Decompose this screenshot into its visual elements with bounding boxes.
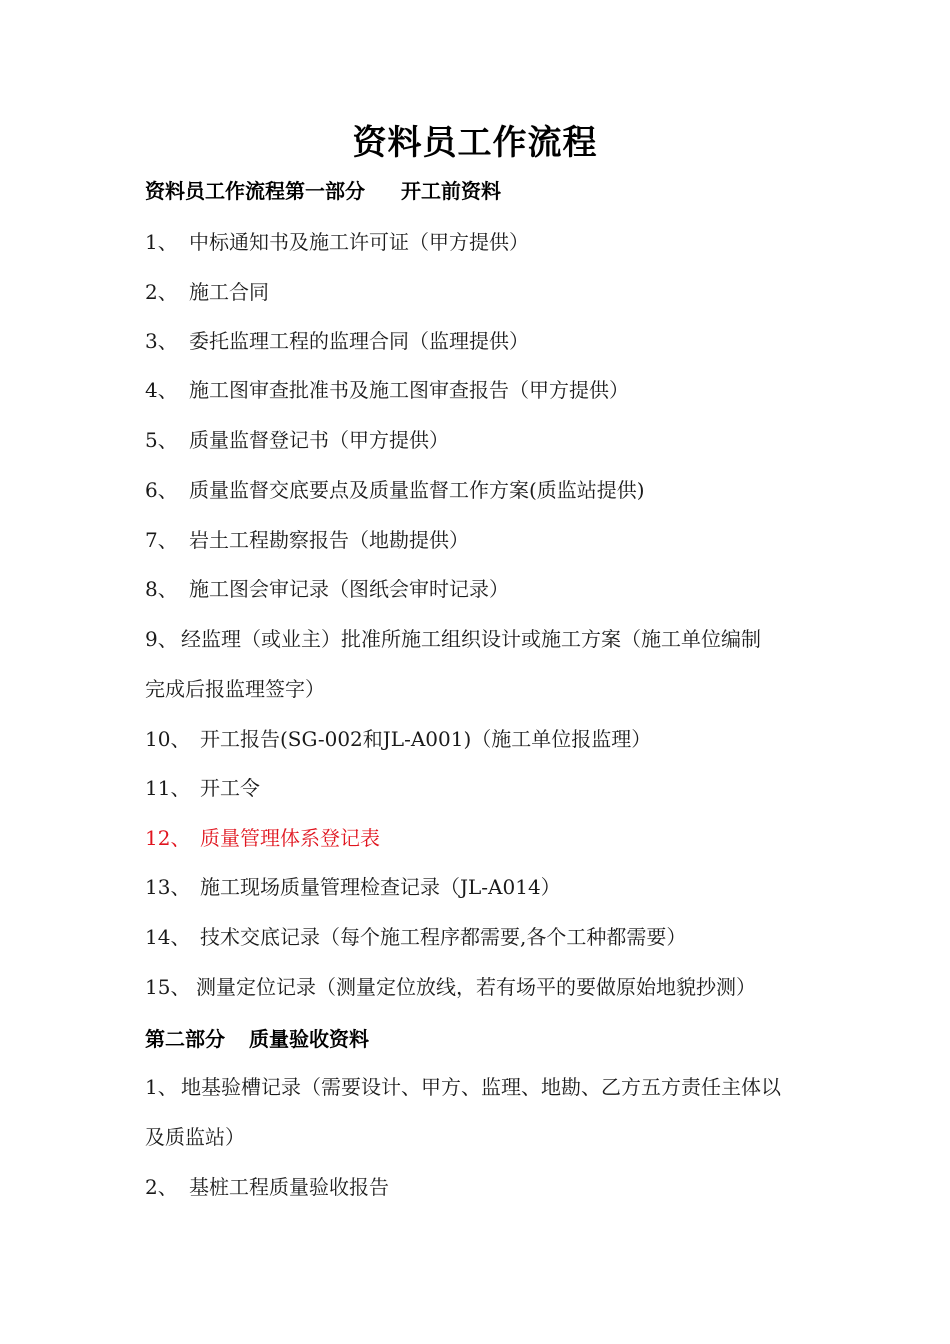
section-heading-part1-right: 开工前资料 <box>401 179 501 203</box>
item-text: 委托监理工程的监理合同（监理提供） <box>189 329 529 353</box>
item-number: 8、 <box>145 577 178 601</box>
item-number: 6、 <box>145 478 178 502</box>
list-item <box>145 1173 825 1201</box>
list-item <box>145 278 825 306</box>
item-number: 5、 <box>145 428 178 452</box>
item-text: 地基验槽记录（需要设计、甲方、监理、地勘、乙方五方责任主体以 <box>181 1075 781 1099</box>
item-text: 岩土工程勘察报告（地勘提供） <box>189 528 469 552</box>
section-heading-part2-right: 质量验收资料 <box>249 1027 369 1051</box>
list-item <box>145 923 825 951</box>
list-item <box>145 426 825 454</box>
list-item <box>145 376 825 404</box>
item-text: 技术交底记录（每个施工程序都需要,各个工种都需要） <box>200 925 687 949</box>
item-number: 14、 <box>145 925 191 949</box>
section-heading-part1 <box>145 177 825 205</box>
list-item <box>145 476 825 504</box>
list-item <box>145 973 825 1001</box>
list-item <box>145 526 825 554</box>
item-text: 基桩工程质量验收报告 <box>189 1175 389 1199</box>
item-text: 质量监督登记书（甲方提供） <box>189 428 449 452</box>
list-item <box>145 725 825 753</box>
item-number: 15、 <box>145 975 191 999</box>
list-item-continuation: 及质监站） <box>145 1125 245 1149</box>
document-title: 资料员工作流程 <box>352 123 598 163</box>
item-number: 2、 <box>145 1175 178 1199</box>
list-item <box>145 625 825 653</box>
list-item <box>145 873 825 901</box>
item-number: 11、 <box>145 776 191 800</box>
item-number: 10、 <box>145 727 191 751</box>
item-text: 施工图审查批准书及施工图审查报告（甲方提供） <box>189 378 629 402</box>
item-text: 施工现场质量管理检查记录（JL-A014） <box>200 875 561 899</box>
section-heading-part2 <box>145 1025 825 1053</box>
item-text: 施工合同 <box>189 280 269 304</box>
item-number: 1、 <box>145 230 178 254</box>
list-item <box>145 774 825 802</box>
section-heading-part1-left: 资料员工作流程第一部分 <box>145 179 365 203</box>
item-text: 质量监督交底要点及质量监督工作方案(质监站提供) <box>189 478 645 502</box>
item-number: 4、 <box>145 378 178 402</box>
item-number: 7、 <box>145 528 178 552</box>
item-text: 测量定位记录（测量定位放线，若有场平的要做原始地貌抄测） <box>196 975 756 999</box>
item-number: 1、 <box>145 1075 178 1099</box>
list-item-continuation: 完成后报监理签字） <box>145 677 325 701</box>
list-item <box>145 1073 825 1101</box>
list-item <box>145 327 825 355</box>
item-text: 质量管理体系登记表 <box>200 826 380 850</box>
list-item <box>145 228 825 256</box>
list-item <box>145 575 825 603</box>
item-text: 中标通知书及施工许可证（甲方提供） <box>189 230 529 254</box>
item-number: 13、 <box>145 875 191 899</box>
item-number: 2、 <box>145 280 178 304</box>
item-text: 开工报告(SG-002和JL-A001)（施工单位报监理） <box>200 727 652 751</box>
item-text: 施工图会审记录（图纸会审时记录） <box>189 577 509 601</box>
item-number: 9、 <box>145 627 178 651</box>
list-item-highlighted <box>145 824 825 852</box>
item-number: 12、 <box>145 826 191 850</box>
section-heading-part2-left: 第二部分 <box>145 1027 225 1051</box>
item-text: 经监理（或业主）批准所施工组织设计或施工方案（施工单位编制 <box>181 627 761 651</box>
item-text: 开工令 <box>200 776 260 800</box>
item-number: 3、 <box>145 329 178 353</box>
